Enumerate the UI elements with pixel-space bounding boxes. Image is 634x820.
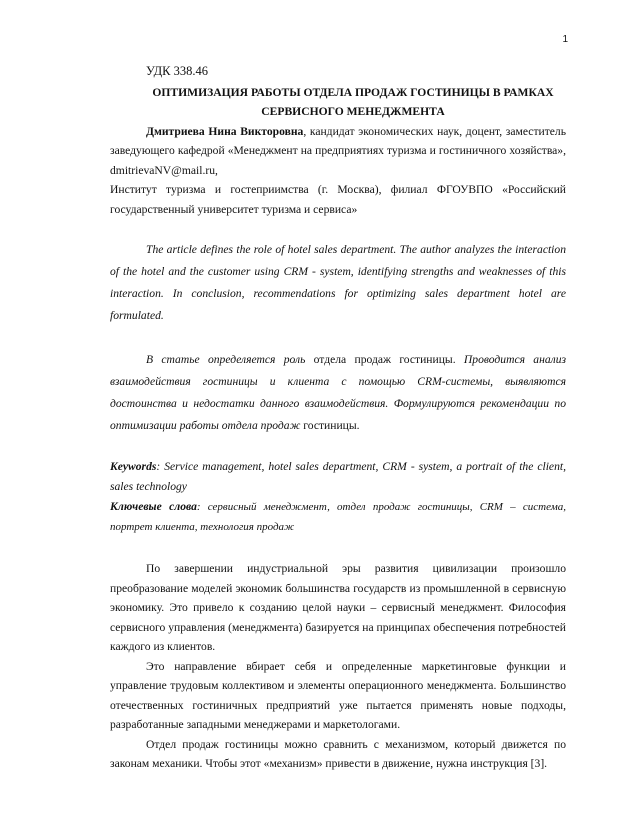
- abstract-ru-part2: отдела продаж гостиницы.: [305, 353, 464, 366]
- body-paragraph: Это направление вбирает себя и определенные маркетинговые функции и управление трудовым коллективом и элементы операционного менеджмента. Большинство отечественных гостиничных предприятий уже пытается применять новые подходы, разработанные западными менеджерами и маркетологами.: [110, 659, 566, 731]
- author-affiliation: Институт туризма и гостеприимства (г. Москва), филиал ФГОУВПО «Российский государственный университет туризма и сервиса»: [110, 183, 566, 216]
- body-paragraph: По завершении индустриальной эры развития цивилизации произошло преобразование моделей экономик большинства государств из промышленной в сервисную экономику. Это привело к созданию целой науки – сервисный менеджмент. Философия сервисного управления (менеджмента) базируется на принципах обеспечения потребностей каждого из клиентов.: [110, 562, 566, 653]
- keywords-en-label: Keywords: [110, 460, 157, 473]
- article-title: ОПТИМИЗАЦИЯ РАБОТЫ ОТДЕЛА ПРОДАЖ ГОСТИНИЦЫ В РАМКАХ СЕРВИСНОГО МЕНЕДЖМЕНТА: [152, 85, 554, 118]
- article-content: [110, 62, 566, 774]
- abstract-english: The article defines the role of hotel sales department. The author analyzes the interaction of the hotel and the customer using CRM - system, identifying strengths and weaknesses of this interaction. In conclusion, recommendations for optimizing sales department hotel are formulated.: [110, 243, 566, 322]
- keywords-en-text: : Service management, hotel sales department, CRM - system, a portrait of the client, sales technology: [110, 460, 566, 493]
- keywords-ru-label: Ключевые слова: [110, 500, 197, 513]
- author-info: [110, 122, 566, 181]
- keywords-russian: [110, 497, 566, 537]
- page-number: 1: [562, 34, 568, 45]
- body-paragraph: Отдел продаж гостиницы можно сравнить с механизмом, который движется по законам механики. Чтобы этот «механизм» привести в движение, нужна инструкция [3].: [110, 737, 566, 770]
- keywords-ru-text: : сервисный менеджмент, отдел продаж гостиницы, CRM – система, портрет клиента, технология продаж: [110, 501, 566, 533]
- abstract-russian: [110, 349, 566, 437]
- keywords-english: [110, 457, 566, 497]
- abstract-ru-part1: В статье определяется роль: [146, 353, 306, 366]
- abstract-ru-part4: гостиницы.: [300, 419, 360, 432]
- abstract-ru-part3: Проводится анализ взаимодействия гостиницы и клиента с помощью CRM-системы, выявляются достоинства и недостатки данного взаимодействия. Формулируются рекомендации по оптимизации работы отдела продаж: [110, 353, 567, 432]
- udk-code: УДК 338.46: [146, 64, 208, 78]
- author-name: Дмитриева Нина Викторовна: [146, 124, 304, 138]
- author-details: , кандидат экономических наук, доцент, заместитель заведующего кафедрой «Менеджмент на предприятиях туризма и гостиничного хозяйства», dmitrievaNV@mail.ru,: [110, 124, 566, 177]
